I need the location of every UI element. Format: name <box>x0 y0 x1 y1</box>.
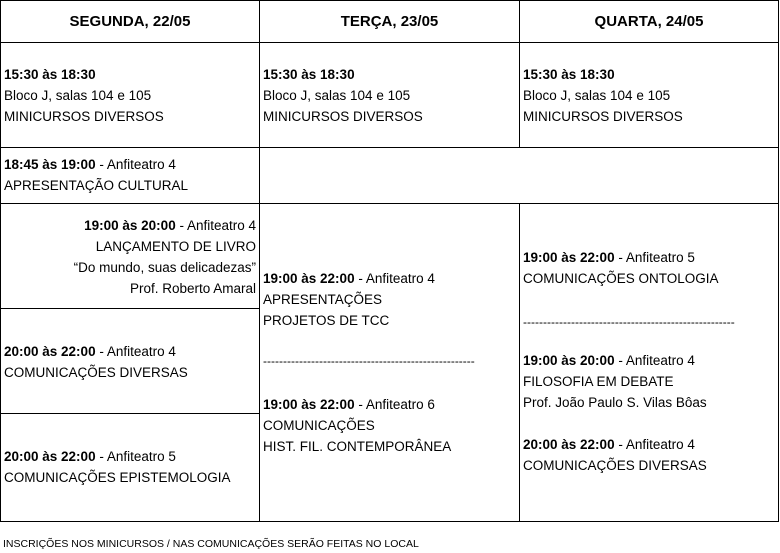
event-title: COMUNICAÇÕES EPISTEMOLOGIA <box>4 470 231 485</box>
event-place: - Anfiteatro 4 <box>354 271 435 286</box>
header-monday <box>0 0 259 42</box>
cell-tue-minicursos <box>259 42 519 147</box>
speaker-name: Prof. João Paulo S. Vilas Bôas <box>523 395 707 410</box>
event-title: APRESENTAÇÕES <box>263 292 383 307</box>
event-time: 15:30 às 18:30 <box>4 67 96 82</box>
day-label-wednesday: QUARTA, 24/05 <box>594 13 704 30</box>
event-title: COMUNICAÇÕES DIVERSAS <box>4 365 188 380</box>
cell-mon-minicursos <box>0 42 259 147</box>
event-title: FILOSOFIA EM DEBATE <box>523 374 674 389</box>
event-block <box>523 434 775 476</box>
day-label-monday: SEGUNDA, 22/05 <box>69 13 191 30</box>
event-title: APRESENTAÇÃO CULTURAL <box>4 178 189 193</box>
separator-line: ----------------------------------------------------- <box>263 355 475 367</box>
cell-tue-wed-empty <box>259 147 779 203</box>
event-block <box>4 446 256 488</box>
event-time: 20:00 às 22:00 <box>523 437 615 452</box>
cell-mon-diversas <box>0 308 259 413</box>
event-block <box>523 247 775 289</box>
event-block <box>523 350 775 413</box>
event-place: - Anfiteatro 4 <box>95 157 176 172</box>
header-tuesday <box>259 0 519 42</box>
event-place: - Anfiteatro 4 <box>95 344 176 359</box>
event-time: 19:00 às 22:00 <box>263 271 355 286</box>
event-place: - Anfiteatro 4 <box>614 437 695 452</box>
event-time: 18:45 às 19:00 <box>4 157 96 172</box>
event-place: - Anfiteatro 5 <box>614 250 695 265</box>
event-title: COMUNICAÇÕES <box>263 418 375 433</box>
separator-line: ----------------------------------------------------- <box>523 316 735 328</box>
cell-mon-epistemologia <box>0 413 259 522</box>
event-title: COMUNICAÇÕES ONTOLOGIA <box>523 271 719 286</box>
event-title: MINICURSOS DIVERSOS <box>4 109 164 124</box>
event-time: 19:00 às 22:00 <box>263 397 355 412</box>
event-time: 19:00 às 22:00 <box>523 250 615 265</box>
event-time: 15:30 às 18:30 <box>263 67 355 82</box>
event-title: COMUNICAÇÕES DIVERSAS <box>523 458 707 473</box>
event-block <box>523 64 775 127</box>
event-subtitle: HIST. FIL. CONTEMPORÂNEA <box>263 439 452 454</box>
event-time: 20:00 às 22:00 <box>4 344 96 359</box>
event-title: LANÇAMENTO DE LIVRO <box>95 239 256 254</box>
event-title: MINICURSOS DIVERSOS <box>263 109 423 124</box>
event-block <box>263 64 516 127</box>
event-time: 19:00 às 20:00 <box>523 353 615 368</box>
event-place: - Anfiteatro 5 <box>95 449 176 464</box>
event-time: 15:30 às 18:30 <box>523 67 615 82</box>
event-block <box>4 341 256 383</box>
cell-mon-book-launch <box>0 203 259 308</box>
event-block <box>263 394 516 457</box>
event-title: MINICURSOS DIVERSOS <box>523 109 683 124</box>
header-wednesday <box>519 0 779 42</box>
footer-note: INSCRIÇÕES NOS MINICURSOS / NAS COMUNICAÇÕES SERÃO FEITAS NO LOCAL <box>3 538 419 550</box>
event-block <box>4 64 256 127</box>
event-block <box>4 154 256 196</box>
cell-wed-evening <box>519 203 779 522</box>
event-block <box>4 215 256 299</box>
event-place: - Anfiteatro 4 <box>614 353 695 368</box>
author-name: Prof. Roberto Amaral <box>129 281 256 296</box>
event-block <box>263 268 516 331</box>
cell-mon-cultural <box>0 147 259 203</box>
event-place: - Anfiteatro 6 <box>354 397 435 412</box>
cell-wed-minicursos <box>519 42 779 147</box>
event-place: Bloco J, salas 104 e 105 <box>4 88 152 103</box>
event-place: Bloco J, salas 104 e 105 <box>263 88 411 103</box>
event-place: Bloco J, salas 104 e 105 <box>523 88 671 103</box>
cell-tue-evening <box>259 203 519 522</box>
book-title: “Do mundo, suas delicadezas” <box>73 260 256 275</box>
event-time: 19:00 às 20:00 <box>84 218 176 233</box>
event-subtitle: PROJETOS DE TCC <box>263 313 390 328</box>
event-time: 20:00 às 22:00 <box>4 449 96 464</box>
event-place: - Anfiteatro 4 <box>175 218 256 233</box>
day-label-tuesday: TERÇA, 23/05 <box>340 13 439 30</box>
